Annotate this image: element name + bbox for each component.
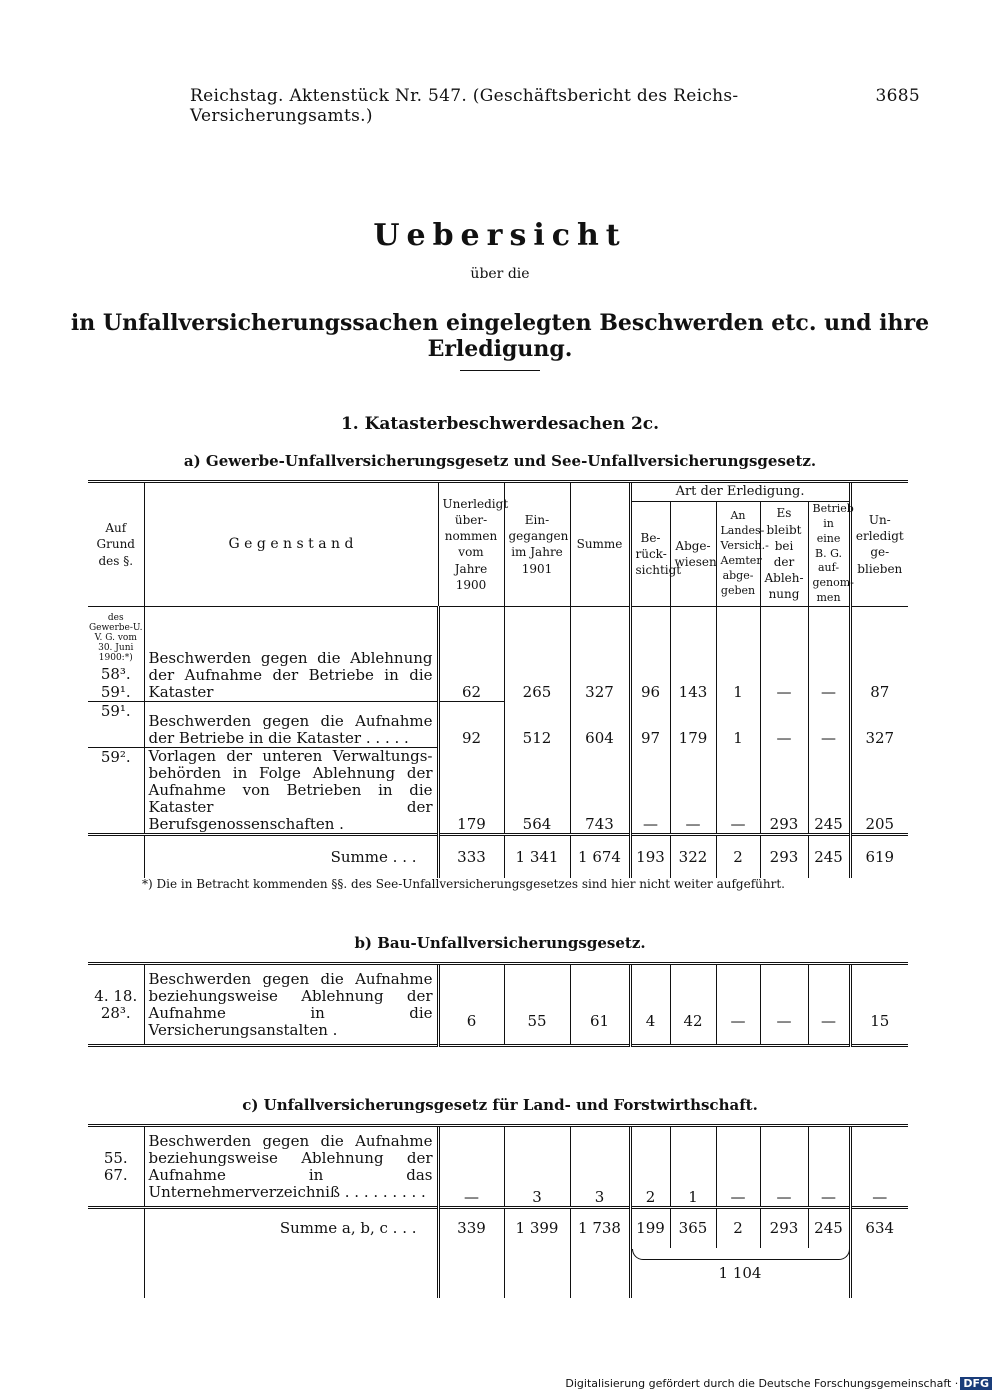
page-title-2: in Unfallversicherungssachen eingelegten Beschwerden etc. und ihre Erledigung. — [70, 310, 930, 362]
table-cell: — — [670, 747, 716, 834]
total-sum-cell: 634 — [850, 1208, 908, 1248]
table-cell: 327 — [850, 701, 908, 747]
total-sum-cell: 365 — [670, 1208, 716, 1248]
subsection-a-heading: a) Gewerbe-Unfallversicherungsgesetz und See-Unfallversicherungsgesetz. — [183, 452, 817, 470]
page-title: Uebersicht — [373, 218, 627, 253]
row-description: Beschwerden gegen die Ablehnung der Aufnahme der Betriebe in die Kataster — [144, 606, 438, 701]
subsection-c-heading: c) Unfallversicherungsgesetz für Land- und Forstwirthschaft. — [242, 1096, 758, 1114]
table-cell: — — [760, 964, 808, 1046]
header-unerledigt-geblieben: Un-erledigt ge-blieben — [850, 482, 908, 607]
table-cell: — — [716, 747, 760, 834]
table-cell: 327 — [570, 606, 630, 701]
row-para: 59². — [88, 747, 144, 834]
table-cell: — — [760, 701, 808, 747]
total-sum-cell: 2 — [716, 1208, 760, 1248]
running-head-text: Reichstag. Aktenstück Nr. 547. (Geschäftsbericht des Reichs-Versicherungsamts.) — [190, 86, 739, 126]
table-cell: — — [808, 701, 850, 747]
header-summe: Summe — [570, 482, 630, 607]
table-cell: 143 — [670, 606, 716, 701]
table-cell: 245 — [808, 747, 850, 834]
row-para: 59¹. — [88, 701, 144, 747]
table-cell: 6 — [438, 964, 504, 1046]
row-description: Vorlagen der unteren Verwaltungs-behörden in Folge Ablehnung der Aufnahme von Betrieben in die Kataster der Berufsgenossenschaften . — [144, 747, 438, 834]
gesetz-note: des Gewerbe-U. V. G. vom 30. Juni 1900:*) — [88, 612, 143, 663]
total-sum-cell: 1 399 — [504, 1208, 570, 1248]
table-cell: — — [760, 606, 808, 701]
table-b — [88, 962, 908, 1048]
total-sum-label: Summe a, b, c . . . — [144, 1208, 438, 1248]
page-number: 3685 — [875, 86, 920, 106]
table-cell: 564 — [504, 747, 570, 834]
table-cell: 1 — [716, 606, 760, 701]
table-cell: 1 — [670, 1126, 716, 1208]
table-cell: 179 — [438, 747, 504, 834]
table-cell: 293 — [760, 747, 808, 834]
table-cell: 1 — [716, 701, 760, 747]
header-bleibt-ablehnung: Es bleibt bei der Ableh-nung — [760, 502, 808, 607]
table-cell: 15 — [850, 964, 908, 1046]
table-cell: 61 — [570, 964, 630, 1046]
table-cell: — — [716, 964, 760, 1046]
table-cell: — — [808, 964, 850, 1046]
header-abgewiesen: Abge-wiesen — [670, 502, 716, 607]
header-beruecksichtigt: Be-rück-sichtigt — [630, 502, 670, 607]
table-cell: 604 — [570, 701, 630, 747]
sum-cell: 1 674 — [570, 834, 630, 878]
page-subtitle: über die — [470, 266, 530, 282]
table-cell: 62 — [438, 606, 504, 701]
total-brace — [632, 1249, 850, 1260]
total-sum-cell: 339 — [438, 1208, 504, 1248]
brace-total-value: 1 104 — [718, 1264, 762, 1282]
table-cell: 3 — [570, 1126, 630, 1208]
table-cell: 87 — [850, 606, 908, 701]
header-betrieb-aufgenommen: Betrieb in eine B. G. auf-genom-men — [808, 502, 850, 607]
running-head — [190, 86, 920, 126]
section-heading: 1. Katasterbeschwerdesachen 2c. — [340, 414, 660, 434]
row-para: 58³. 59¹. — [100, 664, 131, 701]
table-cell: — — [760, 1126, 808, 1208]
header-landes-versicherungsaemter: An Landes-Versich.-Aemter abge-geben — [716, 502, 760, 607]
sum-cell: 333 — [438, 834, 504, 878]
sum-cell: 322 — [670, 834, 716, 878]
total-sum-cell: 199 — [630, 1208, 670, 1248]
table-cell: 96 — [630, 606, 670, 701]
table-cell: 743 — [570, 747, 630, 834]
title-divider — [460, 370, 540, 371]
row-para: 55. 67. — [88, 1126, 144, 1208]
table-cell: 42 — [670, 964, 716, 1046]
table-cell: 4 — [630, 964, 670, 1046]
table-cell: 179 — [670, 701, 716, 747]
total-sum-cell: 1 738 — [570, 1208, 630, 1248]
table-cell: 205 — [850, 747, 908, 834]
header-auf-grund: Auf Grund des §. — [88, 482, 144, 607]
row-description: Beschwerden gegen die Aufnahme der Betriebe in die Kataster . . . . . — [144, 701, 438, 747]
table-cell: — — [808, 606, 850, 701]
table-cell: — — [808, 1126, 850, 1208]
dfg-footer-text: Digitalisierung gefördert durch die Deutsche Forschungsgemeinschaft · — [565, 1377, 959, 1390]
table-cell: 3 — [504, 1126, 570, 1208]
header-art-der-erledigung: Art der Erledigung. — [630, 482, 850, 502]
sum-cell: 2 — [716, 834, 760, 878]
row-description: Beschwerden gegen die Aufnahme beziehungsweise Ablehnung der Aufnahme in das Unternehmerverzeichniß . . . . . . . . . — [144, 1126, 438, 1208]
table-cell: 97 — [630, 701, 670, 747]
table-cell: — — [716, 1126, 760, 1208]
dfg-logo: DFG — [960, 1377, 992, 1390]
sum-cell: 245 — [808, 834, 850, 878]
table-cell: — — [438, 1126, 504, 1208]
table-cell: 55 — [504, 964, 570, 1046]
subsection-b-heading: b) Bau-Unfallversicherungsgesetz. — [354, 934, 646, 952]
sum-label: Summe . . . — [144, 834, 438, 878]
table-cell: 512 — [504, 701, 570, 747]
header-gegenstand: G e g e n s t a n d — [144, 482, 438, 607]
table-cell: — — [850, 1126, 908, 1208]
total-sum-cell: 293 — [760, 1208, 808, 1248]
sum-cell: 293 — [760, 834, 808, 878]
row-description: Beschwerden gegen die Aufnahme beziehungsweise Ablehnung der Aufnahme in die Versicherungsanstalten . — [144, 964, 438, 1046]
sum-cell: 193 — [630, 834, 670, 878]
header-eingegangen-1901: Ein-gegangen im Jahre 1901 — [504, 482, 570, 607]
footnote: *) Die in Betracht kommenden §§. des See-Unfallversicherungsgesetzes sind hier nicht weiter aufgeführt. — [142, 877, 785, 891]
row-para: 4. 18. 28³. — [88, 964, 144, 1046]
table-a — [88, 480, 908, 878]
table-cell: — — [630, 747, 670, 834]
total-sum-cell: 245 — [808, 1208, 850, 1248]
header-unerledigt-1900: Unerledigt über-nommen vom Jahre 1900 — [438, 482, 504, 607]
table-cell: 92 — [438, 701, 504, 747]
dfg-footer — [565, 1377, 992, 1390]
sum-cell: 1 341 — [504, 834, 570, 878]
table-cell: 265 — [504, 606, 570, 701]
table-cell: 2 — [630, 1126, 670, 1208]
sum-cell: 619 — [850, 834, 908, 878]
